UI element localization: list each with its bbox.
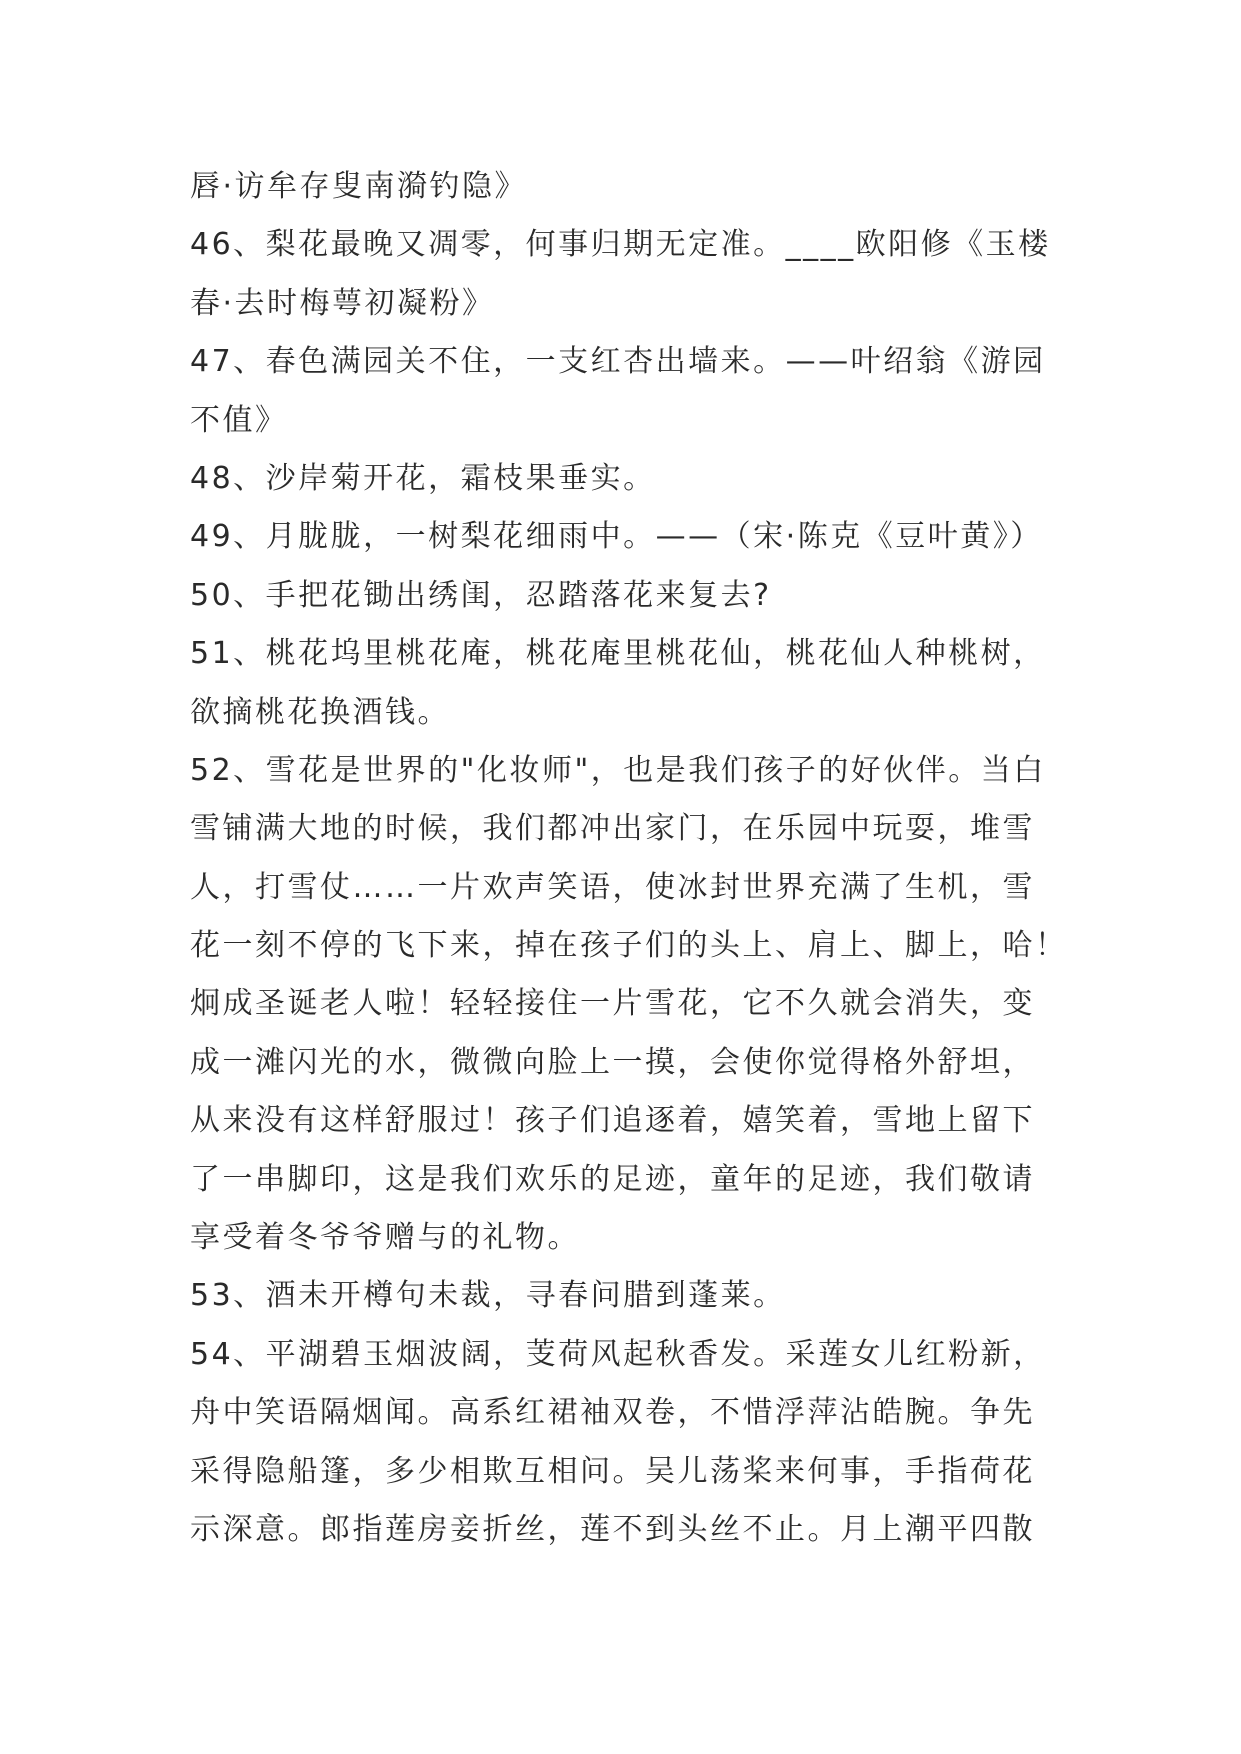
text-line: 成一滩闪光的水，微微向脸上一摸，会使你觉得格外舒坦， — [190, 1044, 1035, 1080]
text-line: 采得隐船篷，多少相欺互相问。吴儿荡桨来何事，手指荷花 — [190, 1453, 1035, 1489]
text-line: 46、梨花最晚又凋零，何事归期无定准。____欧阳修《玉楼 — [190, 227, 1051, 263]
text-line: 雪铺满大地的时候，我们都冲出家门，在乐园中玩耍，堆雪 — [190, 811, 1035, 847]
text-line: 春·去时梅萼初凝粉》 — [190, 285, 495, 321]
text-line: 49、月胧胧，一树梨花细雨中。——（宋·陈克《豆叶黄》） — [190, 519, 1043, 555]
text-line: 示深意。郎指莲房妾折丝，莲不到头丝不止。月上潮平四散 — [190, 1511, 1035, 1547]
text-line: 53、酒未开樽句未裁，寻春问腊到蓬莱。 — [190, 1278, 786, 1314]
text-line: 47、春色满园关不住，一支红杏出墙来。——叶绍翁《游园 — [190, 344, 1046, 380]
text-line: 54、平湖碧玉烟波阔，芰荷风起秋香发。采莲女儿红粉新， — [190, 1336, 1046, 1372]
text-line: 唇·访牟存叟南漪钓隐》 — [190, 169, 528, 204]
document-body — [190, 158, 1070, 1559]
text-line: 舟中笑语隔烟闻。高系红裙袖双卷，不惜浮萍沾皓腕。争先 — [190, 1395, 1035, 1431]
text-line: 欲摘桃花换酒钱。 — [190, 694, 450, 730]
text-line: 52、雪花是世界的"化妆师"，也是我们孩子的好伙伴。当白 — [190, 752, 1046, 788]
text-line: 享受着冬爷爷赠与的礼物。 — [190, 1220, 580, 1256]
text-line: 48、沙岸菊开花，霜枝果垂实。 — [190, 460, 656, 496]
text-line: 了一串脚印，这是我们欢乐的足迹，童年的足迹，我们敬请 — [190, 1161, 1035, 1197]
text-line: 花一刻不停的飞下来，掉在孩子们的头上、肩上、脚上，哈！ — [190, 928, 1068, 964]
text-line: 51、桃花坞里桃花庵，桃花庵里桃花仙，桃花仙人种桃树， — [190, 636, 1046, 672]
text-line: 人，打雪仗……一片欢声笑语，使冰封世界充满了生机，雪 — [190, 869, 1035, 905]
text-line: 炯成圣诞老人啦！轻轻接住一片雪花，它不久就会消失，变 — [190, 986, 1035, 1022]
text-line: 不值》 — [190, 402, 288, 438]
text-line: 从来没有这样舒服过！孩子们追逐着，嬉笑着，雪地上留下 — [190, 1103, 1035, 1139]
text-line: 50、手把花锄出绣闺，忍踏落花来复去? — [190, 577, 772, 613]
